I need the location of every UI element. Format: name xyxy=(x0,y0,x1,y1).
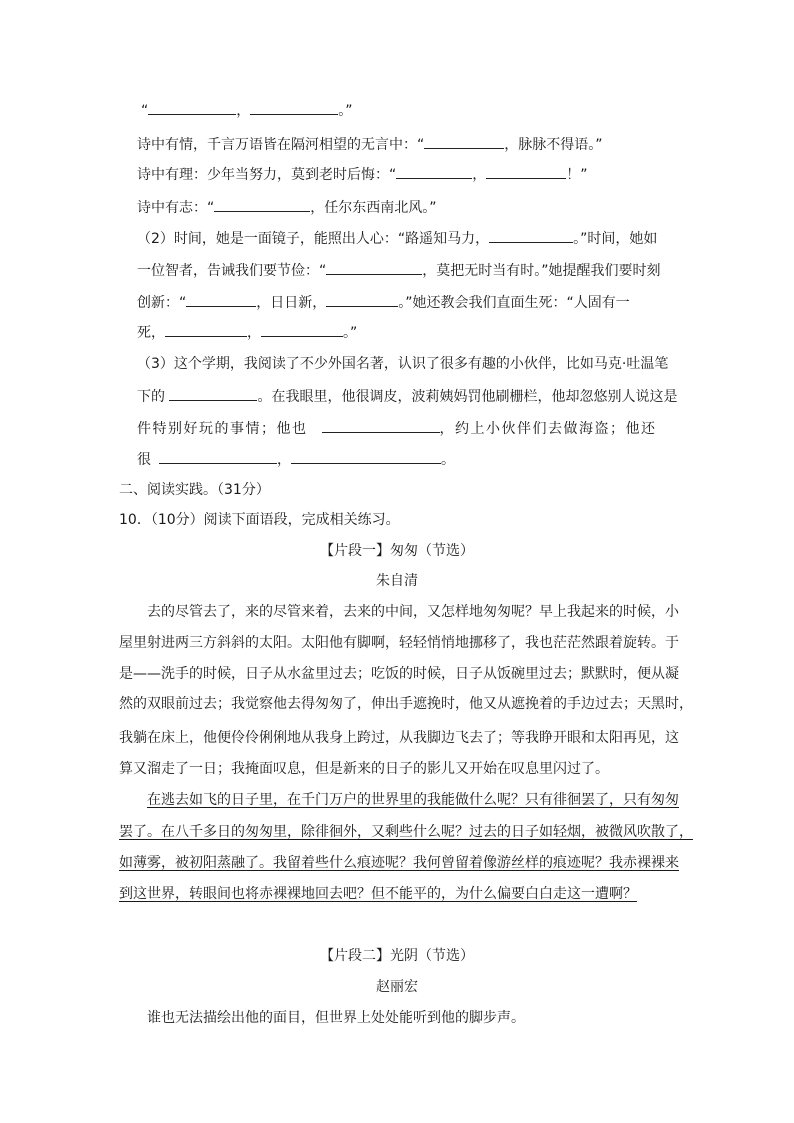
fragment-1-para-1-line: 然的双眼前过去；我觉察他去得匆匆了，伸出手遮挽时，他又从遮挽着的手边过去；天黑时， xyxy=(119,696,693,712)
answer-blank[interactable] xyxy=(159,449,277,464)
fragment-1-para-1-line: 去的尽管去了，来的尽管来着，去来的中间，又怎样地匆匆呢？早上我起来的时候，小 xyxy=(147,604,679,620)
reading-paragraph-line-3: 件特别好玩的事情；他也 ，约上小伙伴们去做海盗；他还 xyxy=(137,418,657,439)
fragment-1-para-2-line-underlined: 到这世界，转眼间也将赤裸裸地回去吧？但不能平的，为什么偏要白白走这一遭啊？ xyxy=(119,886,637,902)
answer-blank[interactable] xyxy=(489,228,573,243)
reading-paragraph-line-4: 很 ， 。 xyxy=(137,449,455,470)
fragment-2-author: 赵丽宏 xyxy=(376,979,418,995)
fragment-2-heading: 【片段二】光阴（节选） xyxy=(320,948,474,964)
fragment-1-para-1-line: 屋里射进两三方斜斜的太阳。太阳他有脚啊，轻轻悄悄地挪移了，我也茫茫然跟着旋转。于 xyxy=(119,635,679,651)
answer-blank[interactable] xyxy=(250,100,338,115)
poem-blank-line-2: 诗中有情，千言万语皆在隔河相望的无言中：“ ，脉脉不得语。” xyxy=(137,134,603,155)
answer-blank[interactable] xyxy=(486,164,566,179)
answer-blank[interactable] xyxy=(165,322,247,337)
answer-blank[interactable] xyxy=(396,164,472,179)
time-paragraph-line-4: 死， ， 。” xyxy=(137,322,357,343)
answer-blank[interactable] xyxy=(261,322,343,337)
fragment-1-heading: 【片段一】匆匆（节选） xyxy=(320,543,474,559)
fragment-1-author: 朱自清 xyxy=(376,573,418,589)
fragment-1-para-2-line-underlined: 如薄雾，被初阳蒸融了。我留着些什么痕迹呢？我何曾留着像游丝样的痕迹呢？我赤裸裸来 xyxy=(119,855,679,871)
question-10-title: 10．（10分）阅读下面语段，完成相关练习。 xyxy=(119,512,400,528)
answer-blank[interactable] xyxy=(169,386,257,401)
reading-paragraph-line-1: （3）这个学期，我阅读了不少外国名著，认识了很多有趣的小伙伴，比如马克·吐温笔 xyxy=(137,356,669,372)
answer-blank[interactable] xyxy=(424,134,504,149)
answer-blank[interactable] xyxy=(326,292,398,307)
fragment-2-para-1: 谁也无法描绘出他的面目，但世界上处处能听到他的脚步声。 xyxy=(147,1010,525,1026)
time-paragraph-line-3: 创新：“ ，日日新， 。”她还教会我们直面生死：“人固有一 xyxy=(137,292,630,313)
answer-blank[interactable] xyxy=(186,292,256,307)
poem-blank-line-1: “ ， 。” xyxy=(141,100,353,121)
section-title: 二、阅读实践。（31分） xyxy=(119,482,270,498)
fragment-1-para-2-line-underlined: 在逃去如飞的日子里，在千门万户的世界里的我能做什么呢？只有徘徊罢了，只有匆匆 xyxy=(147,792,679,808)
answer-blank[interactable] xyxy=(326,260,422,275)
poem-blank-line-3: 诗中有理：少年当努力，莫到老时后悔：“ ， ！” xyxy=(137,164,588,185)
fragment-1-para-2-line-underlined: 罢了。在八千多日的匆匆里，除徘徊外，又剩些什么呢？过去的日子如轻烟，被微风吹散了， xyxy=(119,824,693,840)
answer-blank[interactable] xyxy=(214,197,310,212)
answer-blank[interactable] xyxy=(322,418,440,433)
reading-paragraph-line-2: 下的 。在我眼里，他很调皮，波莉姨妈罚他刷栅栏，他却忽悠别人说这是 xyxy=(137,386,677,407)
poem-blank-line-4: 诗中有志：“ ，任尔东西南北风。” xyxy=(137,197,437,218)
time-paragraph-line-2: 一位智者，告诫我们要节俭：“ ，莫把无时当有时。”她提醒我们要时刻 xyxy=(137,260,661,281)
answer-blank[interactable] xyxy=(148,100,236,115)
fragment-1-para-1-line: 我躺在床上，他便伶伶俐俐地从我身上跨过，从我脚边飞去了；等我睁开眼和太阳再见，这 xyxy=(119,730,679,746)
fragment-1-para-1-line: 算又溜走了一日；我掩面叹息，但是新来的日子的影儿又开始在叹息里闪过了。 xyxy=(119,761,609,777)
fragment-1-para-1-line: 是——洗手的时候，日子从水盆里过去；吃饭的时候，日子从饭碗里过去；默默时，便从凝 xyxy=(119,666,679,682)
time-paragraph-line-1: （2）时间，她是一面镜子，能照出人心：“路遥知马力， 。”时间，她如 xyxy=(137,228,657,249)
answer-blank[interactable] xyxy=(291,449,441,464)
